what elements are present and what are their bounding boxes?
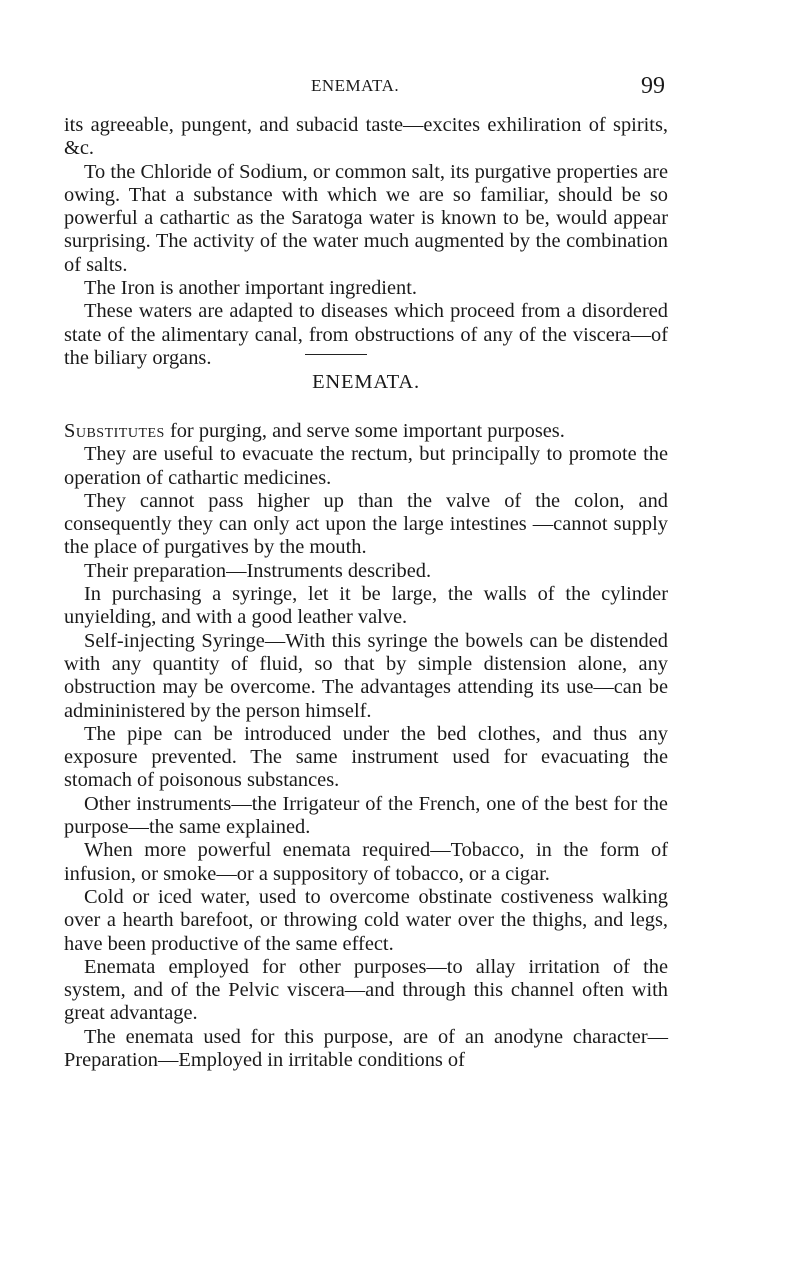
section-heading: ENEMATA. (312, 371, 420, 393)
lead-paragraph-text: for purging, and serve some important purposes. (164, 420, 565, 442)
paragraph: The enemata used for this purpose, are of an anodyne character—Preparation—Employed in irritable conditions of (64, 1025, 668, 1072)
continued-text (64, 114, 668, 370)
paragraph: To the Chloride of Sodium, or common salt, its purgative properties are owing. That a substance with which we are so familiar, should be so powerful a cathartic as the Saratoga water is known to be, would appear surprising. The activity of the water much augmented by the combination of salts. (64, 160, 668, 276)
paragraph: Cold or iced water, used to overcome obstinate costiveness walking over a hearth barefoot, or throwing cold water over the thighs, and legs, have been productive of the same effect. (64, 885, 668, 955)
paragraph: These waters are adapted to diseases which proceed from a disordered state of the alimentary canal, from obstructions of any of the viscera—of the biliary organs. (64, 300, 668, 369)
paragraph: its agreeable, pungent, and subacid taste—excites exhiliration of spirits, &c. (64, 114, 668, 160)
paragraph: They cannot pass higher up than the valve of the colon, and consequently they can only act upon the large intestines —cannot supply the place of purgatives by the mouth. (64, 489, 668, 559)
paragraph: They are useful to evacuate the rectum, but principally to promote the operation of cathartic medicines. (64, 443, 668, 489)
paragraph: The Iron is another important ingredient. (84, 277, 417, 300)
lead-word: Substitutes (64, 420, 165, 442)
paragraph: Self-injecting Syringe—With this syringe the bowels can be distended with any quantity of fluid, so that by simple distension alone, any obstruction may be overcome. The advantages attending its use—can be admininistered by the person himself. (64, 629, 668, 722)
section-body (64, 420, 668, 1072)
paragraph: Other instruments—the Irrigateur of the French, one of the best for the purpose—the same explained. (64, 792, 668, 839)
section-divider (305, 354, 367, 355)
paragraph: In purchasing a syringe, let it be large, the walls of the cylinder unyielding, and with a good leather valve. (64, 583, 668, 629)
paragraph: Their preparation—Instruments described. (84, 559, 432, 582)
page-number: 99 (641, 73, 665, 99)
running-title: ENEMATA. (311, 76, 400, 95)
paragraph: When more powerful enemata required—Tobacco, in the form of infusion, or smoke—or a suppository of tobacco, or a cigar. (64, 839, 668, 885)
paragraph: The pipe can be introduced under the bed clothes, and thus any exposure prevented. The same instrument used for evacuating the stomach of poisonous substances. (64, 722, 668, 792)
running-head (245, 73, 665, 106)
paragraph: Enemata employed for other purposes—to allay irritation of the system, and of the Pelvic viscera—and through this channel often with great advantage. (64, 955, 668, 1025)
paragraph (64, 420, 668, 443)
